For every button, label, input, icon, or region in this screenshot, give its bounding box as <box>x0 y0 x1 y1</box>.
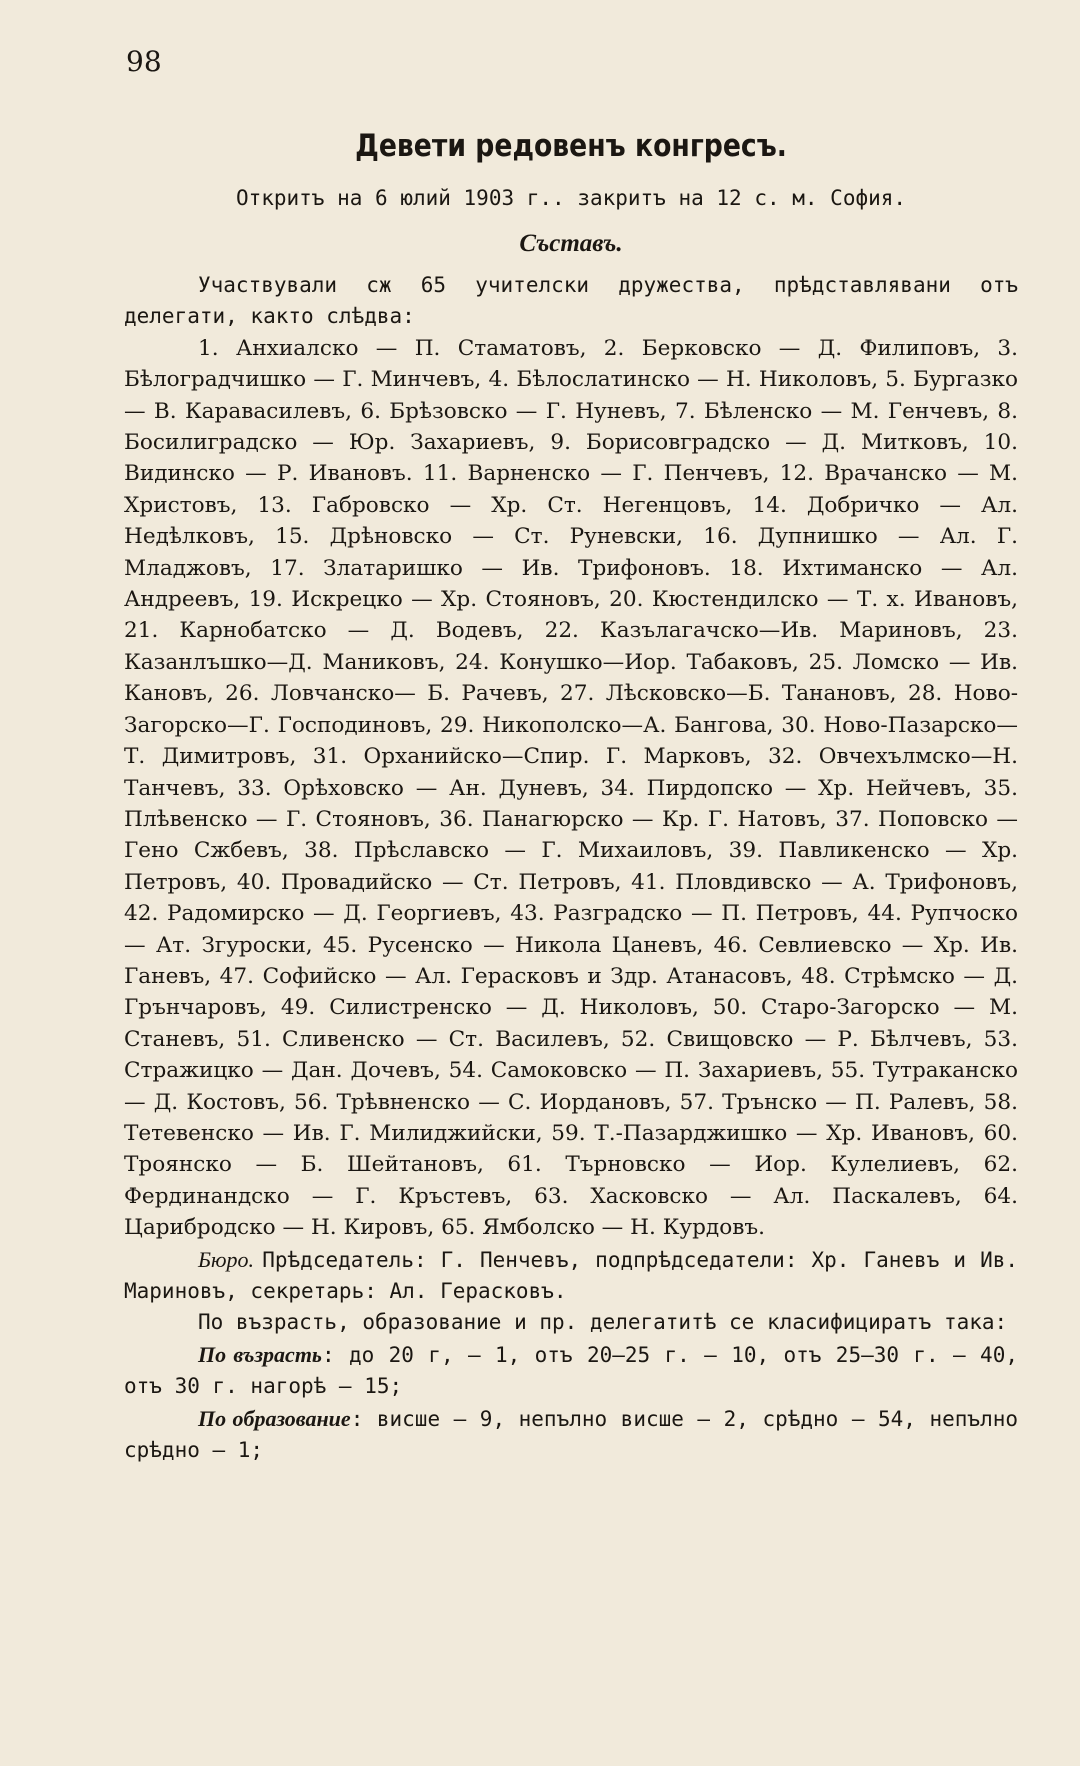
classification-intro: По възрасть, образование и пр. делегатитѣ се класифициратъ така: <box>198 1310 1008 1335</box>
page-number: 98 <box>126 45 162 78</box>
congress-dates: Откритъ на 6 юлий 1903 г.. закритъ на 12 с. м. София. <box>235 186 907 210</box>
education-paragraph <box>124 1403 1018 1467</box>
age-paragraph <box>124 1339 1018 1403</box>
page-title: Девети редовенъ конгресъ. <box>355 128 787 164</box>
age-text: : до 20 г, — 1, отъ 20—25 г. — 10, отъ 25—30 г. — 40, отъ 30 г. нагорѣ — 15; <box>124 1342 1018 1399</box>
age-label: По възрасть <box>198 1341 322 1367</box>
education-label: По образование <box>198 1405 351 1431</box>
bureau-paragraph <box>124 1244 1018 1308</box>
education-text: : висше — 9, непълно висше — 2, срѣдно — 54, непълно срѣдно — 1; <box>124 1406 1018 1463</box>
intro-paragraph: Участвували сж 65 учителски дружества, прѣдставлявани отъ делегати, както слѣдва: <box>124 273 1018 329</box>
bureau-label: Бюро. <box>198 1246 254 1272</box>
bureau-text: Прѣдседатель: Г. Пенчевъ, подпрѣдседатели: Хр. Ганевъ и Ив. Мариновъ, секретарь: Ал. Герасковъ. <box>124 1247 1018 1303</box>
delegates-list: 1. Анхиалско — П. Стаматовъ, 2. Берковско — Д. Филиповъ, 3. Бѣлоградчишко — Г. Минчевъ, 4. Бѣлослатинско — Н. Николовъ, 5. Бургазко — В. Каравасилевъ, 6. Брѣзовско — Г. Нуневъ, 7. Бѣленско — М. Генчевъ, 8. Босилиградско — Юр. Захариевъ, 9. Борисовградско — Д. Митковъ, 10. Видинско — Р. Ивановъ. 11. Варненско — Г. Пенчевъ, 12. Врачанско — М. Христовъ, 13. Габровско — Хр. Ст. Негенцовъ, 14. Добричко — Ал. Недѣлковъ, 15. Дрѣновско — Ст. Руневски, 16. Дупнишко — Ал. Г. Младжовъ, 17. Златаришко — Ив. Трифоновъ. 18. Ихтиманско — Ал. Андреевъ, 19. Искрецко — Хр. Стояновъ, 20. Кюстендилско — Т. х. Ивановъ, 21. Карнобатско — Д. Водевъ, 22. Казълагачско—Ив. Мариновъ, 23. Казанлъшко—Д. Маниковъ, 24. Конушко—Иор. Табаковъ, 25. Ломско — Ив. Кановъ, 26. Ловчанско— Б. Рачевъ, 27. Лѣсковско—Б. Танановъ, 28. Ново-Загорско—Г. Господиновъ, 29. Никополско—А. Бангова, 30. Ново-Пазарско—Т. Димитровъ, 31. Орханийско—Спир. Г. Марковъ, 32. Овчехълмско—Н. Танчевъ, 33. Орѣховско — Ан. Дуневъ, 34. Пирдопско — Хр. Нейчевъ, 35. Плѣвенско — Г. Стояновъ, 36. Панагюрско — Кр. Г. Натовъ, 37. Поповско — Гено Сжбевъ, 38. Прѣславско — Г. Михаиловъ, 39. Павликенско — Хр. Петровъ, 40. Провадийско — Ст. Петровъ, 41. Пловдивско — А. Трифоновъ, 42. Радомирско — Д. Георгиевъ, 43. Разградско — П. Петровъ, 44. Рупчоско — Ат. Згуроски, 45. Русенско — Никола Цаневъ, 46. Севлиевско — Хр. Ив. Ганевъ, 47. Софийско — Ал. Герасковъ и Здр. Атанасовъ, 48. Стрѣмско — Д. Грънчаровъ, 49. Силистренско — Д. Николовъ, 50. Старо-Загорско — М. Станевъ, 51. Сливенско — Ст. Василевъ, 52. Свищовско — Р. Бѣлчевъ, 53. Стражицко — Дан. Дочевъ, 54. Самоковско — П. Захариевъ, 55. Тутраканско — Д. Костовъ, 56. Трѣвненско — С. Иордановъ, 57. Трънско — П. Ралевъ, 58. Тетевенско — Ив. Г. Милиджийски, 59. Т.-Пазарджишко — Хр. Ивановъ, 60. Троянско — Б. Шейтановъ, 61. Търновско — Иор. Кулелиевъ, 62. Фердинандско — Г. Кръстевъ, 63. Хасковско — Ал. Паскалевъ, 64. Царибродско — Н. Кировъ, 65. Ямболско — Н. Курдовъ. <box>124 335 1018 1241</box>
section-heading: Съставъ. <box>519 230 623 257</box>
